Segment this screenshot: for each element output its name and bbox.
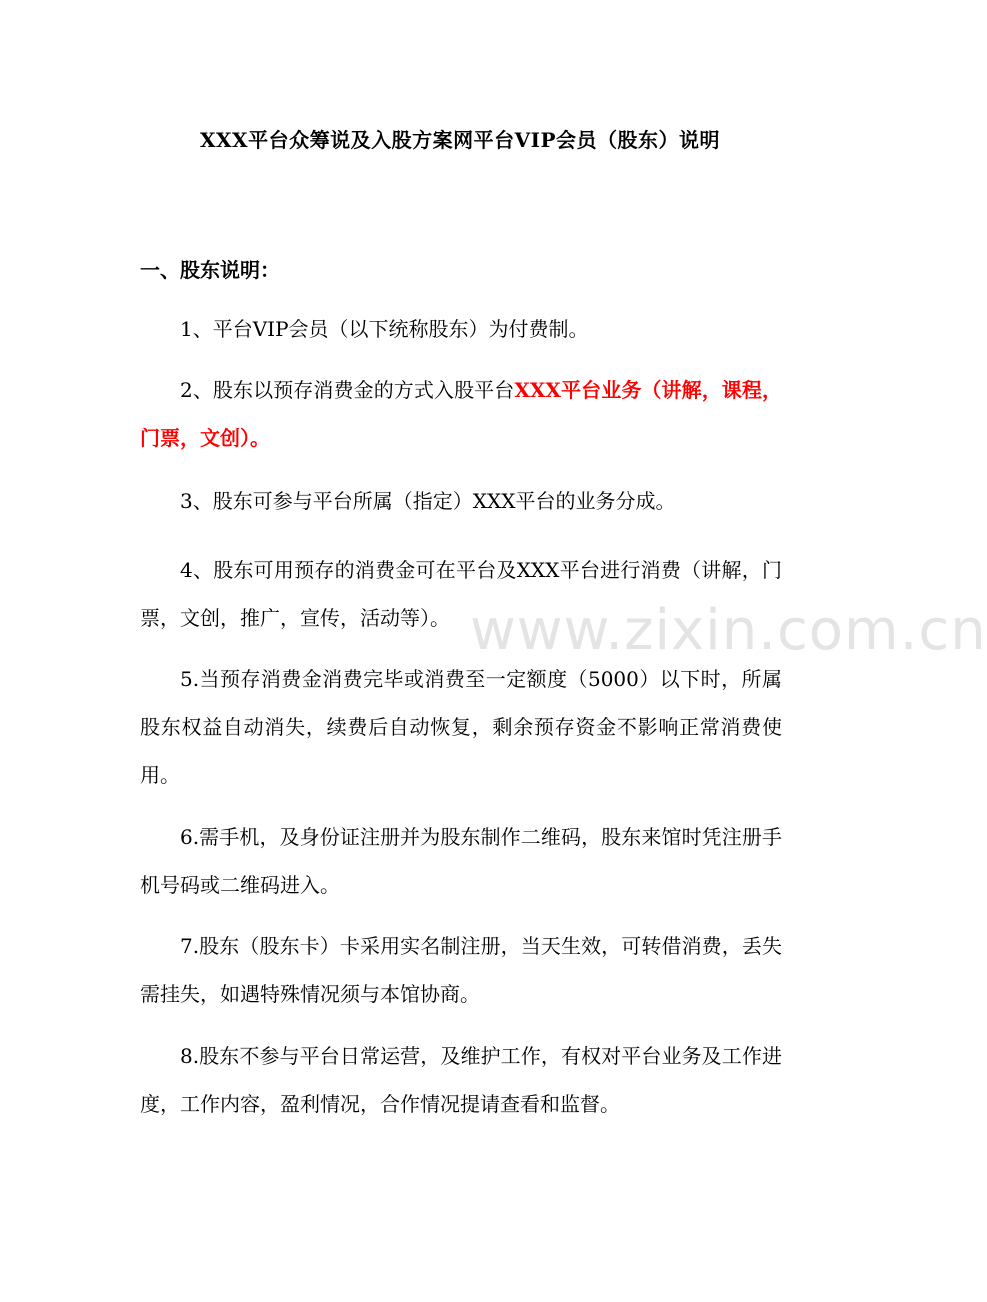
paragraph-4: 4、股东可用预存的消费金可在平台及XXX平台进行消费（讲解，门票，文创，推广，宣传，活动等）。 <box>140 558 782 630</box>
paragraph-2 <box>140 366 782 462</box>
paragraph-8: 8.股东不参与平台日常运营，及维护工作，有权对平台业务及工作进度，工作内容，盈利情况，合作情况提请查看和监督。 <box>140 1044 782 1116</box>
watermark: www.zixin.com.cn <box>470 598 987 663</box>
section-heading: 一、股东说明： <box>140 258 280 282</box>
paragraph-1: 1、平台VIP会员（以下统称股东）为付费制。 <box>180 317 589 341</box>
paragraph-6: 6.需手机，及身份证注册并为股东制作二维码，股东来馆时凭注册手机号码或二维码进入。 <box>140 825 782 897</box>
paragraph-2-highlight: XXX平台业务（讲解，课程，门票，文创）。 <box>140 378 782 450</box>
paragraph-3: 3、股东可参与平台所属（指定）XXX平台的业务分成。 <box>180 489 676 513</box>
paragraph-7: 7.股东（股东卡）卡采用实名制注册，当天生效，可转借消费，丢失需挂失，如遇特殊情况须与本馆协商。 <box>140 934 782 1006</box>
paragraph-5: 5.当预存消费金消费完毕或消费至一定额度（5000）以下时，所属股东权益自动消失，续费后自动恢复，剩余预存资金不影响正常消费使用。 <box>140 667 782 787</box>
paragraph-2-text: 2、股东以预存消费金的方式入股平台 <box>180 378 515 402</box>
document-title: XXX平台众筹说及入股方案网平台VIP会员（股东）说明 <box>200 128 720 152</box>
